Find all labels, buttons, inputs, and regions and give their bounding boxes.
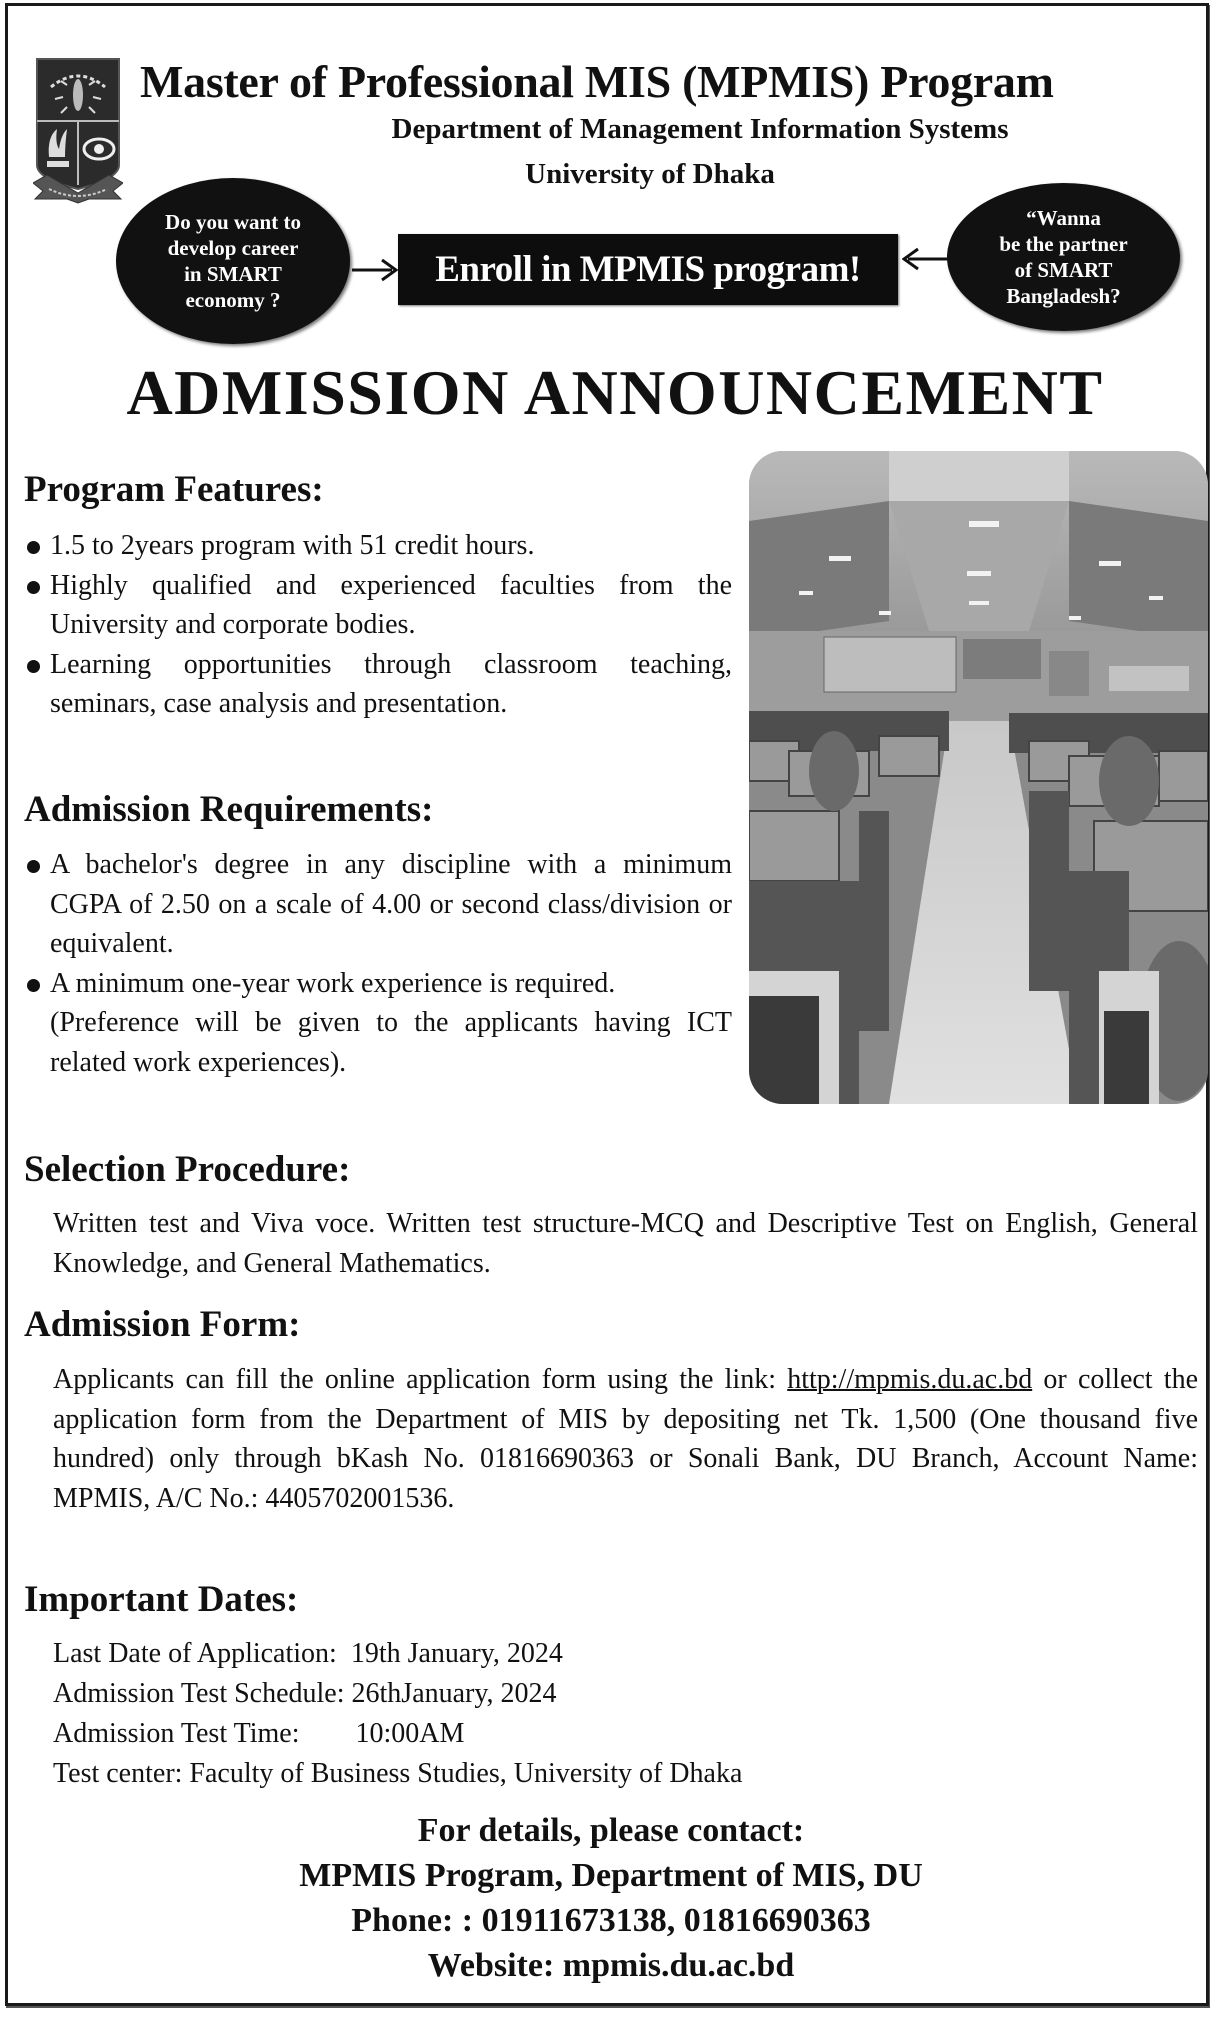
date-label: Test center: — [53, 1758, 183, 1789]
important-dates-heading: Important Dates: — [24, 1579, 299, 1620]
list-item: 1.5 to 2years program with 51 credit hours. — [24, 526, 732, 566]
date-row-test-center — [53, 1754, 742, 1794]
application-form-link[interactable]: http://mpmis.du.ac.bd — [787, 1364, 1033, 1395]
date-row-test-time — [53, 1714, 742, 1754]
important-dates-list — [53, 1634, 742, 1794]
date-value: 19th January, 2024 — [350, 1638, 563, 1669]
date-label: Admission Test Schedule: — [53, 1678, 345, 1709]
admission-form-text — [53, 1360, 1198, 1518]
admission-announcement-headline: ADMISSION ANNOUNCEMENT — [126, 357, 1104, 428]
ict-preference-note: (Preference will be given to the applicants having ICT related work experiences). — [50, 1007, 732, 1078]
date-row-test-schedule — [53, 1674, 742, 1714]
admission-requirements-list — [24, 845, 732, 1003]
program-title: Master of Professional MIS (MPMIS) Program — [140, 56, 1054, 107]
list-item: Learning opportunities through classroom teaching, seminars, case analysis and presentation. — [24, 645, 732, 724]
date-value: 26thJanuary, 2024 — [351, 1678, 557, 1709]
contact-office: MPMIS Program, Department of MIS, DU — [299, 1857, 923, 1894]
list-item: A minimum one-year work experience is required. — [24, 964, 732, 1004]
date-value: 10:00AM — [355, 1718, 465, 1749]
admission-form-heading: Admission Form: — [24, 1304, 301, 1345]
date-label: Last Date of Application: — [53, 1638, 337, 1669]
university-name: University of Dhaka — [525, 158, 775, 190]
contact-block — [0, 1808, 1222, 1988]
arrow-left-icon — [902, 244, 948, 274]
program-features-list — [24, 526, 732, 724]
admission-requirements-block — [24, 845, 732, 1082]
admission-form-intro: Applicants can fill the online application form using the link: — [53, 1364, 788, 1395]
program-features-heading: Program Features: — [24, 469, 324, 510]
arrow-right-icon — [352, 255, 398, 285]
contact-heading: For details, please contact: — [417, 1812, 805, 1849]
selection-procedure-text: Written test and Viva voce. Written test structure-MCQ and Descriptive Test on English, General Knowledge, and General Mathematics. — [53, 1208, 1198, 1279]
enroll-banner: Enroll in MPMIS program! — [398, 234, 898, 305]
career-question-text: Do you want to develop career in SMART economy ? — [165, 210, 301, 312]
date-label: Admission Test Time: — [53, 1718, 300, 1749]
selection-procedure-heading: Selection Procedure: — [24, 1149, 351, 1190]
list-item: A bachelor's degree in any discipline with a minimum CGPA of 2.50 on a scale of 4.00 or second class/division or equivalent. — [24, 845, 732, 964]
career-question-bubble — [116, 178, 350, 344]
date-value: Faculty of Business Studies, University of Dhaka — [189, 1758, 743, 1789]
partner-question-bubble — [947, 183, 1180, 331]
partner-question-text: “Wanna be the partner of SMART Bangladesh? — [999, 206, 1128, 308]
admission-form-payment-details: or collect the application form from the Department of MIS by depositing net Tk. 1,500 (One thousand five hundred) only through bKash No. 01816690363 or Sonali Bank, DU Branch, Account Name: MPMIS, A/C No.: 4405702001536. — [53, 1364, 1198, 1514]
date-row-last-application — [53, 1634, 742, 1674]
university-crest-icon — [33, 57, 123, 207]
contact-website: Website: mpmis.du.ac.bd — [427, 1947, 795, 1984]
computer-lab-photo — [749, 451, 1208, 1104]
department-name: Department of Management Information Systems — [391, 113, 1009, 145]
admission-requirements-heading: Admission Requirements: — [24, 789, 434, 830]
list-item: Highly qualified and experienced faculties from the University and corporate bodies. — [24, 566, 732, 645]
contact-phone: Phone: : 01911673138, 01816690363 — [351, 1902, 871, 1939]
